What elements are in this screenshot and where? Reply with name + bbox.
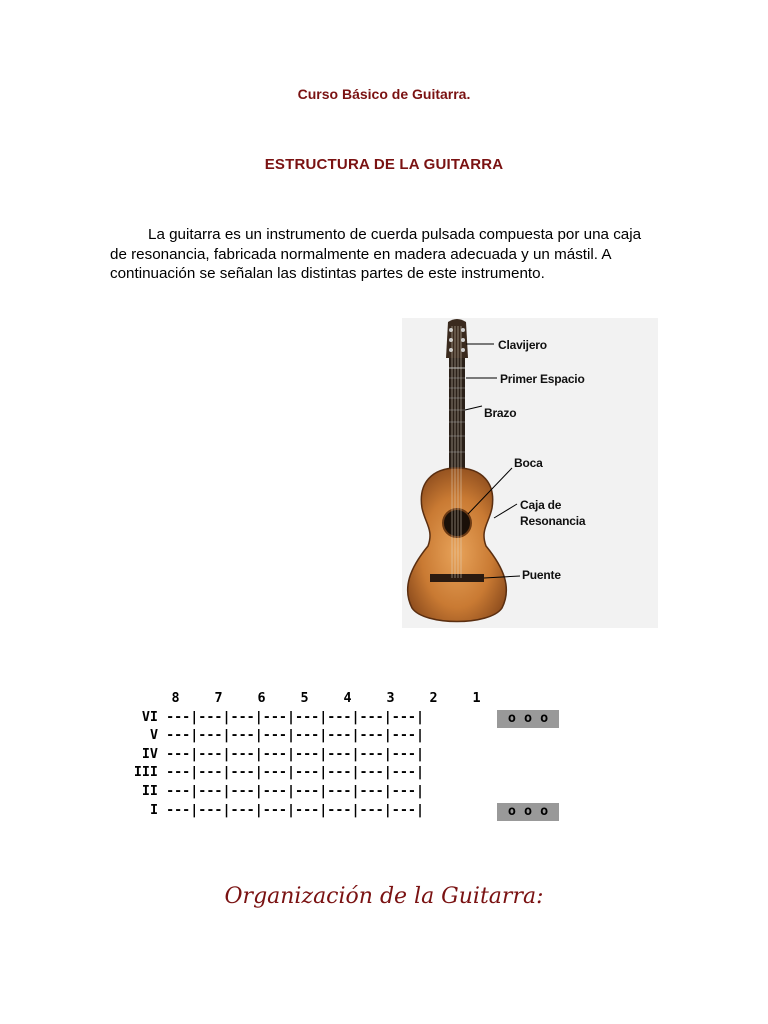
label-primer-espacio: Primer Espacio xyxy=(500,372,585,386)
string-label: II xyxy=(141,783,158,799)
open-strings-box-bottom: o o o xyxy=(497,803,559,821)
fret-number-row xyxy=(118,690,498,709)
fret-number: 2 xyxy=(429,691,438,706)
string-frets: ---|---|---|---|---|---|---|---| xyxy=(166,746,425,762)
string-row xyxy=(118,783,498,802)
string-label: I xyxy=(149,802,158,818)
fret-number: 3 xyxy=(386,691,395,706)
fret-number: 8 xyxy=(171,691,180,706)
course-title: Curso Básico de Guitarra. xyxy=(297,86,471,102)
label-caja-line1: Caja de xyxy=(520,498,562,512)
guitar-figure xyxy=(402,318,658,628)
string-frets: ---|---|---|---|---|---|---|---| xyxy=(166,728,425,744)
intro-paragraph: La guitarra es un instrumento de cuerda pulsada compuesta por una caja de resonancia, fabricada normalmente en madera adecuada y un mástil. A continuación se señalan las distintas partes de este instrumento. xyxy=(110,226,642,282)
label-puente: Puente xyxy=(522,568,561,582)
fret-number: 5 xyxy=(300,691,309,706)
string-frets: ---|---|---|---|---|---|---|---| xyxy=(166,802,425,818)
label-caja-line2: Resonancia xyxy=(520,514,586,528)
section-title: ESTRUCTURA DE LA GUITARRA xyxy=(264,156,504,173)
string-label: IV xyxy=(141,746,158,762)
string-row xyxy=(118,709,498,728)
string-row xyxy=(118,764,498,783)
string-label: VI xyxy=(141,709,158,725)
label-brazo: Brazo xyxy=(484,406,517,420)
string-frets: ---|---|---|---|---|---|---|---| xyxy=(166,709,425,725)
string-row xyxy=(118,802,498,821)
label-clavijero: Clavijero xyxy=(498,338,547,352)
label-boca: Boca xyxy=(514,456,543,470)
string-row xyxy=(118,746,498,765)
organization-title: Organización de la Guitarra: xyxy=(224,884,544,909)
string-label: III xyxy=(133,765,158,781)
fret-number: 7 xyxy=(214,691,223,706)
string-label: V xyxy=(149,728,158,744)
string-row xyxy=(118,727,498,746)
string-frets: ---|---|---|---|---|---|---|---| xyxy=(166,765,425,781)
open-strings-box-top: o o o xyxy=(497,710,559,728)
string-frets: ---|---|---|---|---|---|---|---| xyxy=(166,783,425,799)
fret-number: 6 xyxy=(257,691,266,706)
fretboard-diagram xyxy=(118,690,498,820)
fret-number: 1 xyxy=(472,691,481,706)
fret-number: 4 xyxy=(343,691,352,706)
